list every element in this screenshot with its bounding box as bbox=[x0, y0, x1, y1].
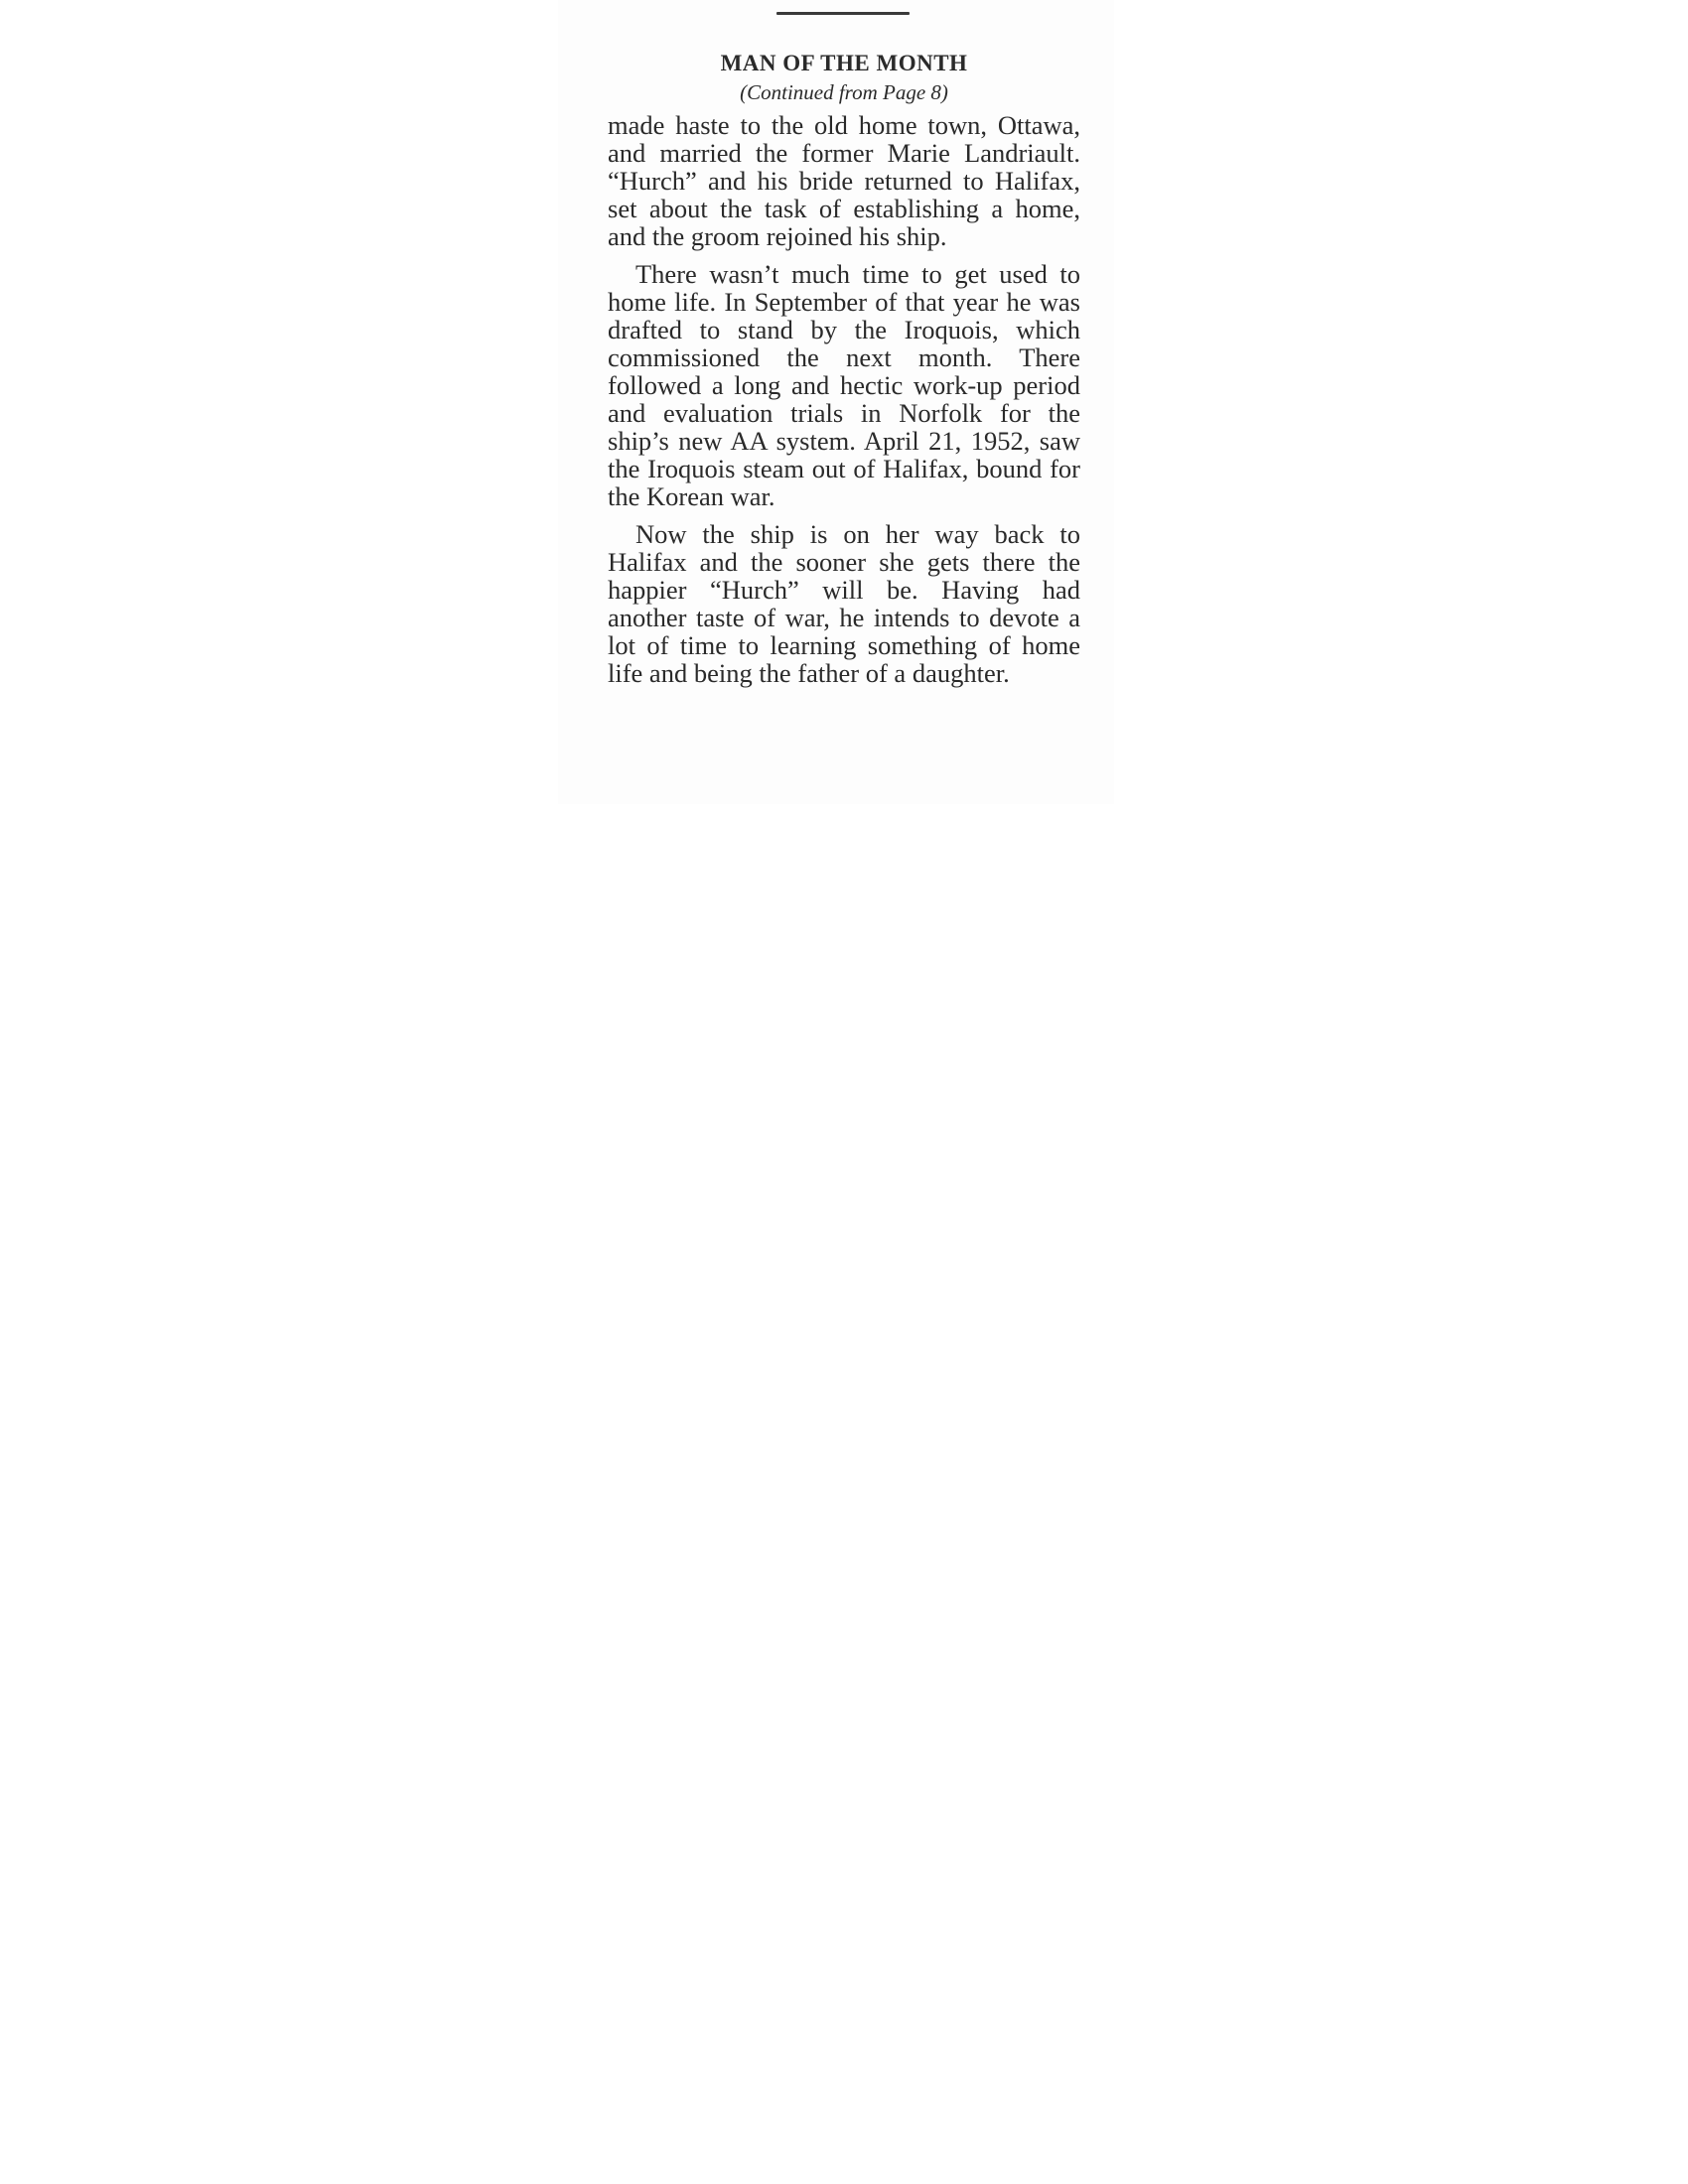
article-column bbox=[608, 50, 1080, 697]
article-paragraph-3: Now the ship is on her way back to Halifax and the sooner she gets there the happier “Hurch” will be. Having had another taste of war, he intends to devote a lot of time to learning something of home life and being the father of a daughter. bbox=[608, 519, 1080, 688]
article-paragraph-1: made haste to the old home town, Ottawa, and married the former Marie Landriault. “Hurch” and his bride returned to Halifax, set about the task of establishing a home, and the groom rejoined his ship. bbox=[608, 110, 1080, 251]
article-paragraph-2: There wasn’t much time to get used to home life. In September of that year he was drafted to stand by the Iroquois, which commissioned the next month. There followed a long and hectic work-up period and evaluation trials in Norfolk for the ship’s new AA system. April 21, 1952, saw the Iroquois steam out of Halifax, bound for the Korean war. bbox=[608, 259, 1080, 511]
top-divider-rule bbox=[776, 12, 910, 15]
continued-note: (Continued from Page 8) bbox=[740, 80, 948, 104]
article-heading: MAN OF THE MONTH bbox=[720, 51, 968, 75]
